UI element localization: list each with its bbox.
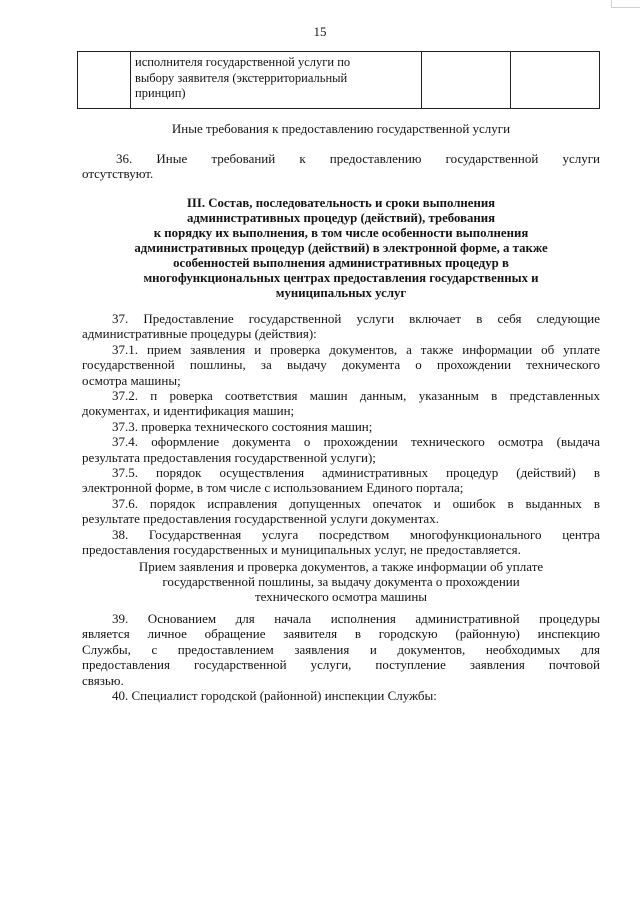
table-cell-divider: [421, 52, 422, 108]
paragraphs-37-38: 37. Предоставление государственной услуги включает в себя следующие административные процедуры (действия): 37.1. прием заявления и проверка документов, а также информации об уплате государственной пошлины, за выдачу документа о прохождении технического осмотра машины; 37.2. п роверка соответствия машин данным, указанным в представленных документах, и идентификация машин; 37.3. проверка технического состояния машин; 37.4. оформление документа о прохождении технического осмотра (выдача результата предоставления государственной услуги); 37.5. порядок осуществления административных процедур (действий) в электронной форме, в том числе с использованием Единого портала; 37.6. порядок исправления допущенных опечаток и ошибок в выданных в результате предоставления государственной услуги документах. 38. Государственная услуга посредством многофункционального центра предоставления государственных и муниципальных услуг, не предоставляется.: [82, 311, 600, 558]
paragraph-36: 36. Иные требований к предоставлению государственной услуги отсутствуют.: [82, 151, 600, 182]
page-number: 15: [313, 24, 327, 39]
table-fragment: [77, 51, 600, 109]
heading-other-requirements: Иные требования к предоставлению государственной услуги: [171, 121, 511, 136]
table-cell-divider: [510, 52, 511, 108]
subheading-reception: Прием заявления и проверка документов, а также информации об уплате государственной пошлины, за выдачу документа о прохождении технического осмотра машины: [138, 559, 544, 604]
page-corner-mark: [611, 0, 640, 8]
paragraphs-39-40: 39. Основанием для начала исполнения административной процедуры является личное обращение заявителя в городскую (районную) инспекцию Службы, с предоставлением заявления и документов, необходимых для предоставления государственной услуги, поступление заявления почтовой связью. 40. Специалист городской (районной) инспекции Службы:: [82, 611, 600, 704]
table-cell-text: исполнителя государственной услуги по выбору заявителя (экстерриториальный принцип): [135, 55, 351, 100]
section-title: III. Состав, последовательность и сроки выполнения административных процедур (действий), требования к порядку их выполнения, в том числе особенности выполнения административных процедур (действий) в электронной форме, а также особенностей выполнения административных процедур в многофункциональных центрах предоставления государственных и муниципальных услуг: [134, 196, 548, 300]
table-cell-divider: [130, 52, 131, 108]
